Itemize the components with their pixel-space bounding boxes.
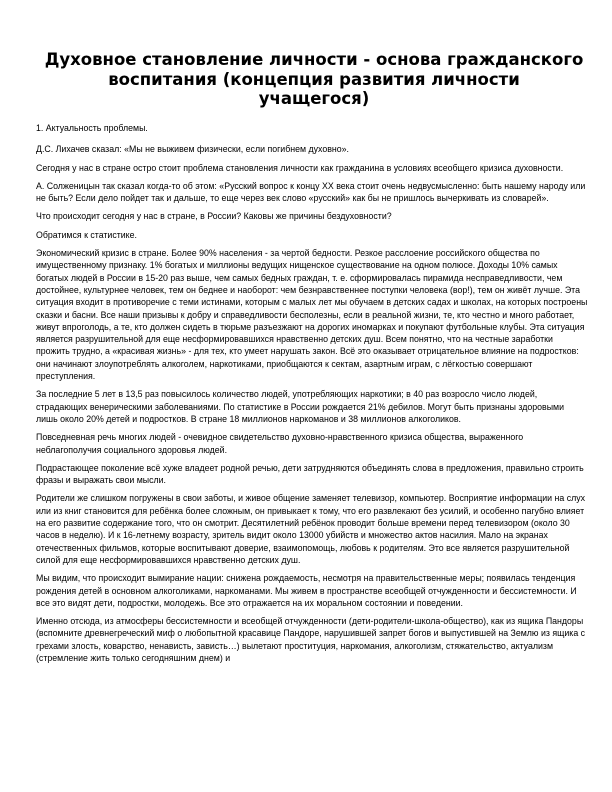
paragraph-language-skills: Подрастающее поколение всё хуже владеет родной речью, дети затрудняются объединять слова в предложения, правильно строить фразы и выражать свои мысли. — [36, 462, 584, 486]
paragraph-statistics-intro: Обратимся к статистике. — [36, 229, 137, 240]
title-line-1: Духовное становление личности - основа гражданского — [44, 50, 584, 69]
paragraph-question: Что происходит сегодня у нас в стране, в России? Каковы же причины бездуховности? — [36, 211, 392, 222]
title-line-2: воспитания (концепция развития личности — [108, 69, 520, 89]
paragraph-solzhenitsyn-quote: А. Солженицын так сказал когда-то об этом: «Русский вопрос к концу XX века стоит очень недвусмысленно: быть нашему народу или не быть? Если дело пойдет так и дальше, то еще через век слово «русский» как бы не пришлось вычеркивать из словарей». — [36, 180, 586, 204]
paragraph-economic-crisis: Экономический кризис в стране. Более 90% населения - за чертой бедности. Резкое расслоение российского общества по имущественному признаку. 1% богатых и миллионы ведущих нищенское существование на одном полюсе. Доходы 10% самых богатых людей в России в 15-20 раз выше, чем самых бедных граждан, т. е. сформировалась пирамида несправедливости, чем достойнее, культурнее человек, тем он беднее и наоборот: чем безнравственнее поступки человека (вор!), тем он живёт лучше. Эта ситуация входит в противоречие с теми истинами, которым с малых лет мы обучаем в детских садах и школах, на которых построены сказки и басни. Все наши призывы к добру и справедливости бесполезны, если в реальной жизни, те, кто честно и много работает, живут впроголодь, а те, кто должен сидеть в тюрьме разъезжают на дорогих иномарках и покупают футбольные клубы. Эта ситуация является разрушительной для еще несформировавшихся нравственно детских душ. Всем понятно, что на честные заработки прожить трудно, а «красивая жизнь» - для тех, кто умеет нарушать закон. Всё это оказывает отрицательное влияние на подростков: они начинают злоупотреблять алкоголем, наркотиками, приобщаются к сектам, азартным играм, с лёгкостью совершают преступления. — [36, 248, 588, 382]
paragraph-problem-statement: Сегодня у нас в стране остро стоит проблема становления личности как гражданина в условиях всеобщего кризиса духовности. — [36, 162, 564, 173]
paragraph-parents-tv: Родители же слишком погружены в свои заботы, и живое общение заменяет телевизор, компьютер. Восприятие информации на слух или из книг становится для ребёнка более сложным, он привыкает к тому, что его развлекают без усилий, и особенно пагубно влияет на его развитие содержание того, что он смотрит. Десятилетний ребёнок проводит больше времени перед телевизором (около 30 часов в неделю). И к 16-летнему возрасту, зритель видит около 13000 убийств и множество актов насилия. Мало на экранах отечественных фильмов, которые воспитывают доверие, взаимопомощь, любовь к родителям. Это все является разрушительной силой для еще несформировавшихся нравственно детских душ. — [36, 493, 586, 565]
document-body — [36, 122, 588, 670]
paragraph-drug-statistics: За последние 5 лет в 13,5 раз повысилось количество людей, употребляющих наркотики; в 40 раз возросло число людей, страдающих венерическими заболеваниями. По статистике в России рождается 21% дебилов. Могут быть признаны здоровыми лишь около 20% детей и подростков. В стране 18 миллионов наркоманов и 38 миллионов алкоголиков. — [36, 389, 565, 424]
document-title — [24, 50, 604, 109]
paragraph-likhachev-quote: Д.С. Лихачев сказал: «Мы не выживем физически, если погибнем духовно». — [36, 144, 349, 155]
paragraph-speech-crisis: Повседневная речь многих людей - очевидное свидетельство духовно-нравственного кризиса общества, выраженного неблагополучия социального здоровья людей. — [36, 432, 524, 455]
section-heading: 1. Актуальность проблемы. — [36, 123, 148, 133]
paragraph-pandora: Именно отсюда, из атмосферы бессистемности и всеобщей отчужденности (дети-родители-школа-общество), как из ящика Пандоры (вспомните древнегреческий миф о любопытной красавице Пандоре, нарушившей запрет богов и выпустившей на Землю из ящика с грехами злость, коварство, ненависть, зависть…) вылетают проституция, наркомания, алкоголизм, стяжательство, актуализм (стремление жить только сегодняшним днем) и — [36, 616, 586, 663]
paragraph-nation-extinction: Мы видим, что происходит вымирание нации: снижена рождаемость, несмотря на правительственные меры; появилась тенденция рождения детей в основном алкоголиками, наркоманами. Мы живем в пространстве всеобщей отчужденности и бессистемности. И все это видят дети, подростки, молодежь. Все это отражается на их моральном состоянии и поведении. — [36, 573, 577, 608]
title-line-3: учащегося) — [258, 89, 370, 108]
